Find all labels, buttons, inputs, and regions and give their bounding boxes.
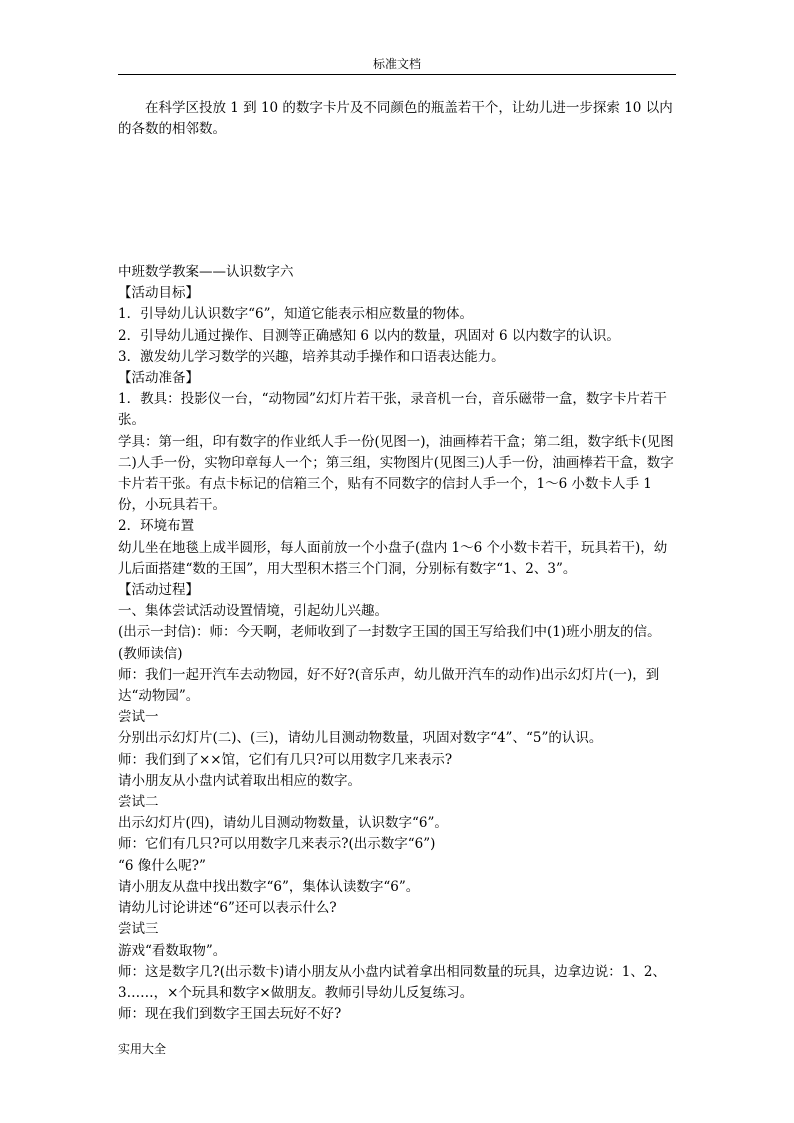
process-paragraph: 师：这是数字几?(出示数卡)请小朋友从小盘内试着拿出相同数量的玩具，边拿边说：1、2、3……，×个玩具和数字×做朋友。教师引导幼儿反复练习。	[118, 963, 666, 1001]
process-paragraph: “6 像什么呢?”	[118, 857, 206, 874]
header-rule	[118, 74, 676, 75]
prep-environment-heading: 2．环境布置	[118, 518, 195, 535]
process-paragraph: (出示一封信)：师：今天啊，老师收到了一封数字王国的国王写给我们中(1)班小朋友的信。(教师读信)	[118, 624, 661, 662]
process-step-1: 一、集体尝试活动设置情境，引起幼儿兴趣。	[118, 603, 388, 620]
prep-environment: 幼儿坐在地毯上成半圆形，每人面前放一个小盘子(盘内 1～6 个小数卡若干，玩具若干)，幼儿后面搭建“数的王国”，用大型积木搭三个门洞，分别标有数字“1、2、3”。	[118, 539, 668, 577]
process-paragraph: 请小朋友从盘中找出数字“6”，集体认读数字“6”。	[118, 878, 420, 895]
lesson-title: 中班数学教案——认识数字六	[118, 264, 294, 280]
attempt-1-heading: 尝试一	[118, 709, 159, 726]
prep-learning-tools: 学具：第一组，印有数字的作业纸人手一份(见图一)，油画棒若干盒；第二组，数字纸卡(见图二)人手一份，实物印章每人一个；第三组，实物图片(见图三)人手一份，油画棒若干盒，数字卡片若干张。有点卡标记的信箱三个，贴有不同数字的信封人手一个，1～6 小数卡人手 1 份，小玩具若干。	[118, 433, 674, 514]
process-paragraph: 师：现在我们到数字王国去玩好不好?	[118, 1006, 342, 1023]
goal-item-2: 2．引导幼儿通过操作、目测等正确感知 6 以内的数量，巩固对 6 以内数字的认识。	[118, 327, 620, 344]
process-paragraph: 游戏“看数取物”。	[118, 942, 227, 959]
process-paragraph: 师：它们有几只?可以用数字几来表示?(出示数字“6”)	[118, 836, 436, 853]
goal-item-1: 1．引导幼儿认识数字“6”，知道它能表示相应数量的物体。	[118, 306, 473, 323]
section-heading-goals: 【活动目标】	[118, 285, 199, 302]
lesson-plan-body	[118, 262, 678, 1025]
page-footer: 实用大全	[118, 1042, 167, 1056]
process-paragraph: 师：我们一起开汽车去动物园，好不好?(音乐声，幼儿做开汽车的动作)出示幻灯片(一)，到达“动物园”。	[118, 666, 660, 705]
section-heading-process: 【活动过程】	[118, 582, 199, 599]
process-paragraph: 请幼儿讨论讲述“6”还可以表示什么?	[118, 900, 337, 917]
section-heading-preparation: 【活动准备】	[118, 370, 199, 387]
intro-paragraph: 在科学区投放 1 到 10 的数字卡片及不同颜色的瓶盖若干个，让幼儿进一步探索 10 以内的各数的相邻数。	[118, 100, 673, 137]
process-paragraph: 师：我们到了××馆，它们有几只?可以用数字几来表示?	[118, 751, 453, 768]
prep-teaching-aids: 1．教具：投影仪一台，“动物园”幻灯片若干张，录音机一台，音乐磁带一盒，数字卡片若干张。	[118, 391, 667, 429]
attempt-2-heading: 尝试二	[118, 794, 159, 811]
attempt-3-heading: 尝试三	[118, 921, 159, 938]
process-paragraph: 出示幻灯片(四)，请幼儿目测动物数量，认识数字“6”。	[118, 815, 448, 832]
process-paragraph: 分别出示幻灯片(二)、(三)，请幼儿目测动物数量，巩固对数字“4”、“5”的认识。	[118, 730, 603, 747]
page-header: 标准文档	[372, 57, 421, 71]
goal-item-3: 3．激发幼儿学习数学的兴趣，培养其动手操作和口语表达能力。	[118, 348, 505, 365]
process-paragraph: 请小朋友从小盘内试着取出相应的数字。	[118, 772, 361, 789]
